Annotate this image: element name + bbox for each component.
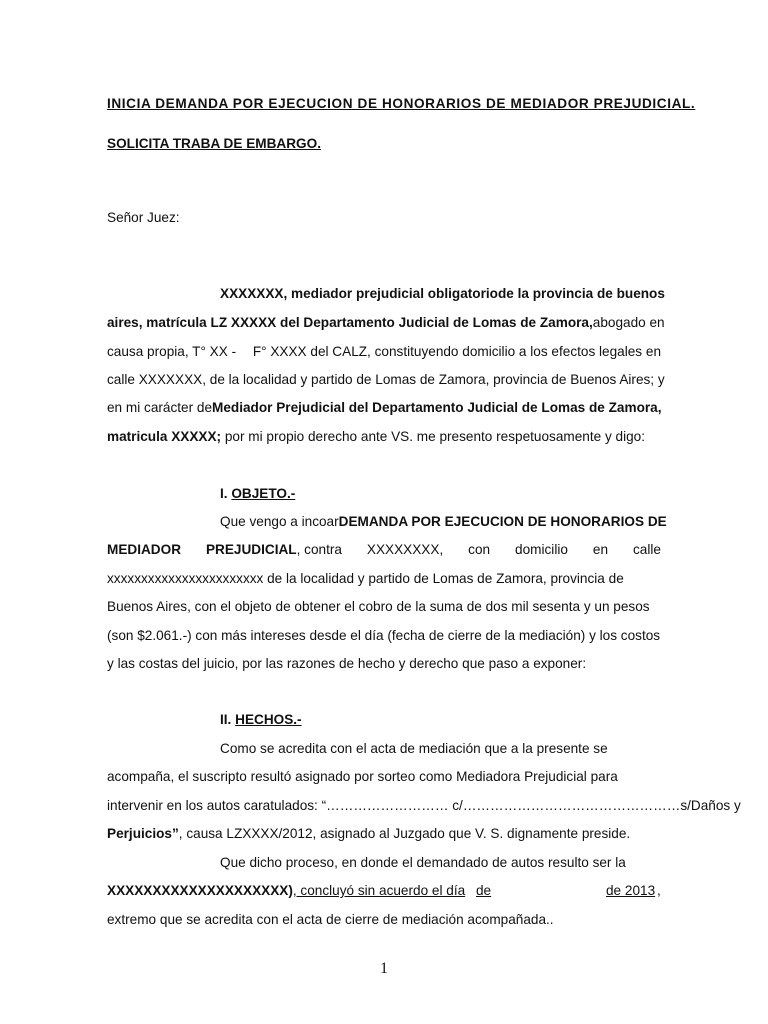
intro-line-2	[107, 315, 665, 330]
objeto-line-4: Buenos Aires, con el objeto de obtener el cobro de la suma de dos mil sesenta y un pesos	[107, 599, 650, 614]
tomo-text: causa propia, T° XX -	[107, 344, 237, 359]
intro-line-1	[220, 286, 665, 301]
salutation: Señor Juez:	[107, 210, 180, 225]
intro-line-3	[107, 344, 661, 359]
word-group	[206, 542, 342, 557]
word: MEDIADOR	[107, 542, 182, 557]
word: , contra	[296, 542, 342, 557]
intro-line-6	[107, 429, 661, 444]
intro-line-4: calle XXXXXXX, de la localidad y partido de Lomas de Zamora, provincia de Buenos Aires; y	[107, 372, 665, 387]
date-year: de 2013	[606, 883, 656, 898]
intro-line-5	[107, 400, 661, 415]
capacity-text: en mi carácter de	[107, 400, 213, 415]
word: con	[468, 542, 491, 557]
objeto-line-2	[107, 542, 661, 557]
date-of: de	[476, 883, 492, 898]
objeto-line-3: xxxxxxxxxxxxxxxxxxxxxxx de la localidad y partido de Lomas de Zamora, provincia de	[107, 571, 624, 586]
mediator-title-text: Mediador Prejudicial del Departamento Judicial de Lomas de Zamora,	[212, 400, 662, 415]
word: domicilio	[515, 542, 568, 557]
word: en	[592, 542, 609, 557]
page-number: 1	[380, 960, 388, 977]
folio-text: F° XXXX del CALZ, constituyendo domicilio a los efectos legales en	[252, 344, 661, 359]
province-text: de la provincia de buenos	[497, 286, 665, 301]
concluded-text: , concluyó sin acuerdo el día	[292, 883, 466, 898]
title-words: INICIA DEMANDA POR EJECUCION DE HONORARIOS DE MEDIADOR PREJUDICIAL.	[107, 96, 696, 111]
defendant-name: XXXXXXXXXXXXXXXXXXXX)	[107, 883, 293, 898]
section-title: OBJETO.-	[231, 486, 296, 501]
registration-text: aires, matrícula LZ XXXXX del Departamento Judicial de Lomas de Zamora,	[107, 315, 593, 330]
objeto-line-1	[220, 514, 667, 529]
hechos-line-6	[107, 883, 661, 898]
section-number: II.	[220, 712, 232, 727]
word: XXXXXXXX,	[366, 542, 444, 557]
word: calle	[632, 542, 661, 557]
document-title-line-2: SOLICITA TRABA DE EMBARGO.	[107, 136, 321, 151]
demand-text: DEMANDA POR EJECUCION DE HONORARIOS DE	[338, 514, 667, 529]
hechos-line-4	[107, 826, 661, 841]
matricula-text: matricula XXXXX;	[107, 429, 222, 444]
objeto-line-5: (son $2.061.-) con más intereses desde el día (fecha de cierre de la mediación) y los costos	[107, 628, 661, 643]
section-hechos-heading	[220, 712, 302, 727]
document-title-line-1	[107, 96, 696, 111]
mediator-intro: XXXXXXX, mediador prejudicial obligatorio	[220, 286, 498, 301]
lawyer-text: abogado en	[592, 315, 665, 330]
comma: ,	[657, 883, 661, 898]
incoar-text: Que vengo a incoar	[220, 514, 339, 529]
word: PREJUDICIAL	[205, 542, 297, 557]
hechos-line-5: Que dicho proceso, en donde el demandado de autos resulto ser la	[220, 855, 626, 870]
hechos-line-3: intervenir en los autos caratulados: “……………………… c/…………………………………………s/Daños y	[107, 798, 741, 813]
section-title: HECHOS.-	[235, 712, 302, 727]
section-number: I.	[220, 486, 228, 501]
closing-text: por mi propio derecho ante VS. me presento respetuosamente y digo:	[224, 429, 646, 444]
hechos-line-2: acompaña, el suscripto resultó asignado por sorteo como Mediadora Prejudicial para	[107, 769, 618, 784]
section-objeto-heading	[220, 486, 295, 501]
hechos-line-1: Como se acredita con el acta de mediación que a la presente se	[220, 741, 608, 756]
hechos-line-7: extremo que se acredita con el acta de cierre de mediación acompañada..	[107, 912, 554, 927]
objeto-line-6: y las costas del juicio, por las razones de hecho y derecho que paso a exponer:	[107, 656, 587, 671]
caratula-end: Perjuicios”	[107, 826, 179, 841]
causa-text: , causa LZXXXX/2012, asignado al Juzgado que V. S. dignamente preside.	[178, 826, 631, 841]
